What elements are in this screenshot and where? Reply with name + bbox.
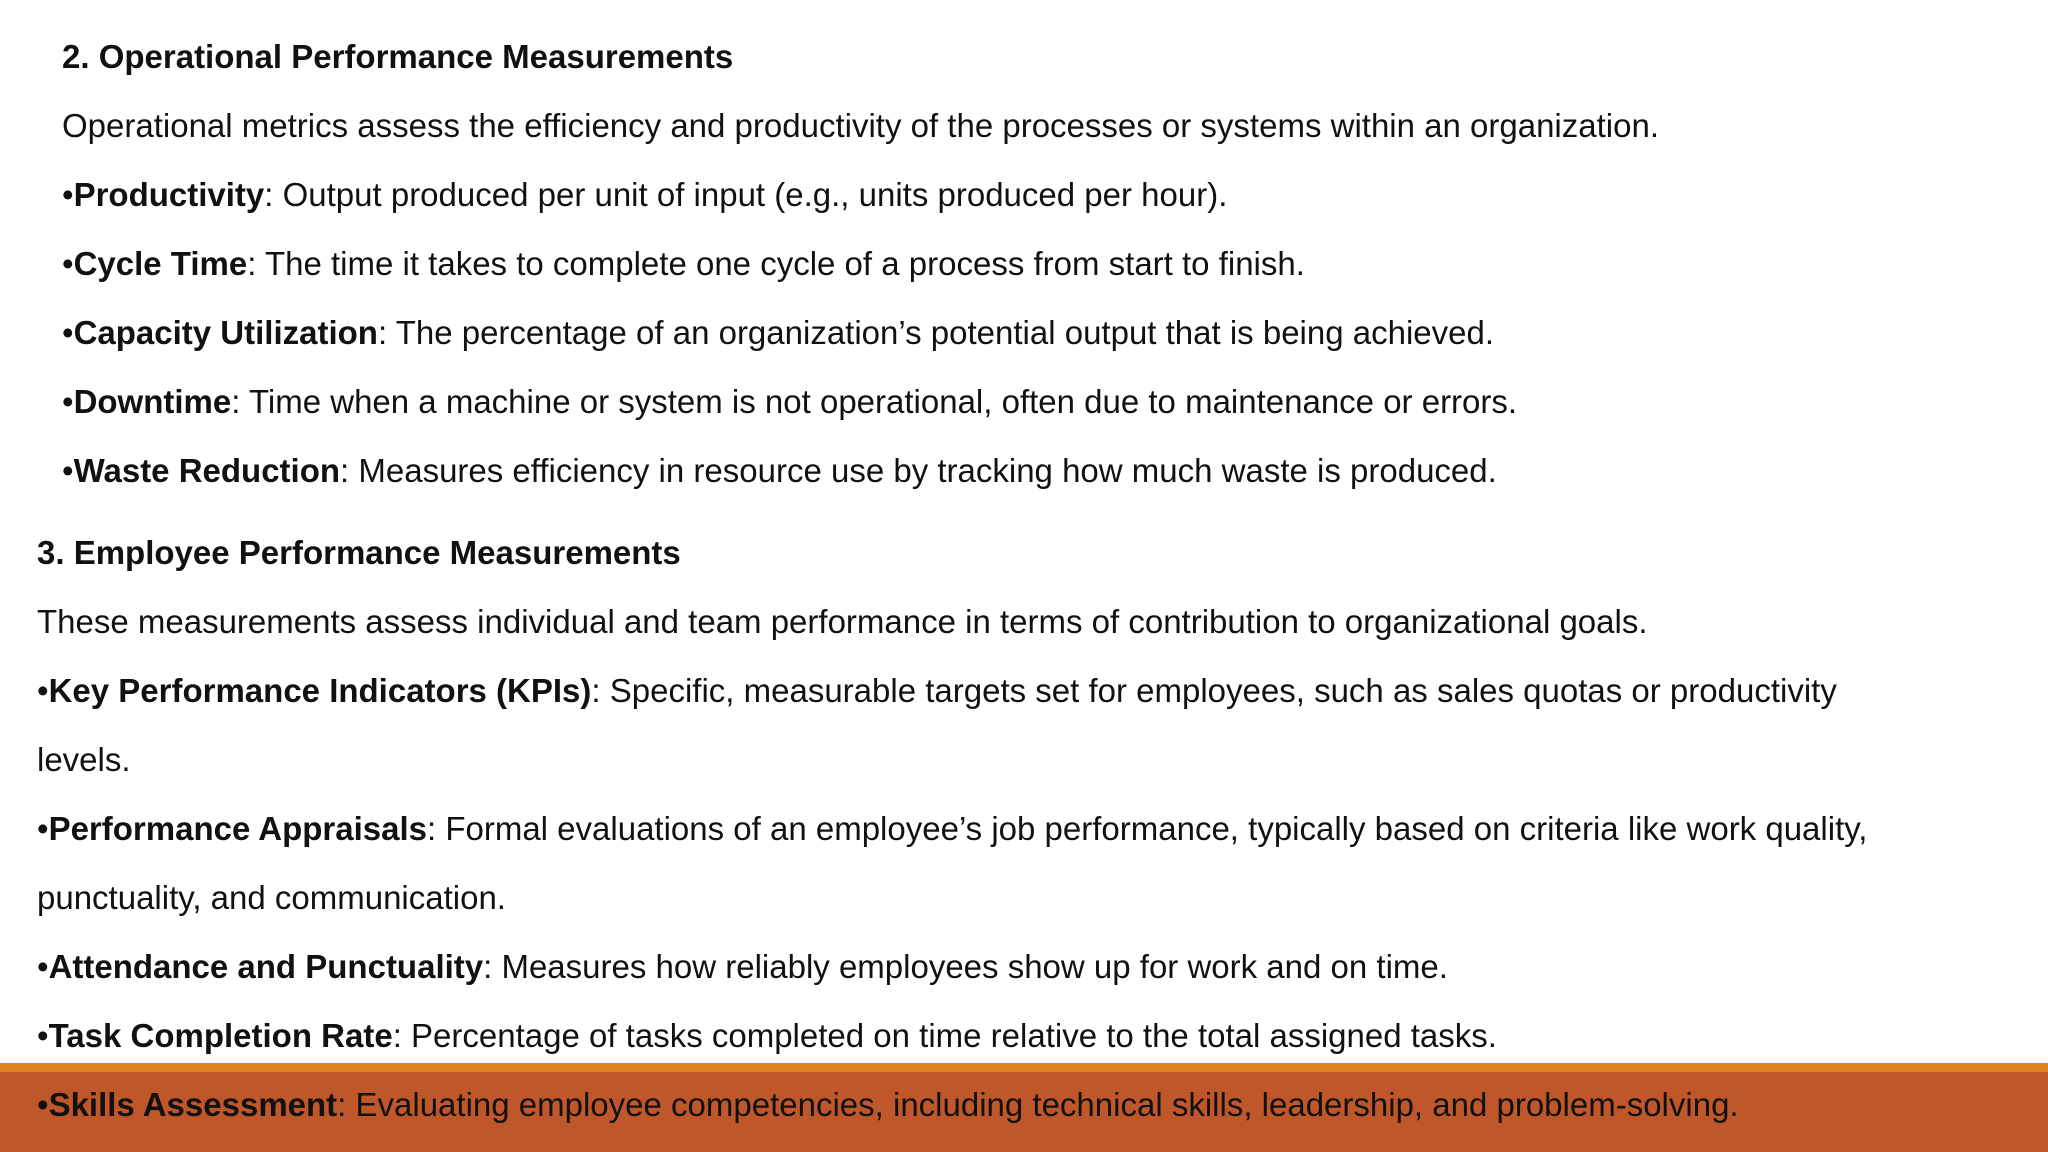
bullet-marker: • xyxy=(37,948,49,985)
bullet-marker: • xyxy=(62,176,74,213)
bullet-term: Downtime xyxy=(73,383,232,420)
section3-intro: These measurements assess individual and team performance in terms of contribution to organizational goals. xyxy=(37,603,1648,640)
section3-bullet-skills-assessment xyxy=(37,1085,1739,1125)
bullet-term: Performance Appraisals xyxy=(48,810,427,847)
bullet-desc: : Specific, measurable targets set for employees, such as sales quotas or productivity xyxy=(591,672,1837,709)
section2-intro: Operational metrics assess the efficiency and productivity of the processes or systems within an organization. xyxy=(62,107,1659,144)
bullet-marker: • xyxy=(62,383,74,420)
bullet-desc: : Evaluating employee competencies, including technical skills, leadership, and problem-solving. xyxy=(337,1086,1739,1123)
section3-heading: 3. Employee Performance Measurements xyxy=(37,534,681,571)
bullet-marker: • xyxy=(37,1017,49,1054)
section2-bullet-cycle-time xyxy=(62,244,1305,284)
bullet-marker: • xyxy=(62,314,74,351)
bullet-marker: • xyxy=(37,672,49,709)
section3-bullet-appraisals-continuation: punctuality, and communication. xyxy=(37,879,506,916)
section2-bullet-capacity-utilization xyxy=(62,313,1494,353)
section3-bullet-kpis-continuation: levels. xyxy=(37,741,131,778)
section2-bullet-downtime xyxy=(62,382,1517,422)
bullet-term: Task Completion Rate xyxy=(48,1017,393,1054)
bullet-desc: : Percentage of tasks completed on time relative to the total assigned tasks. xyxy=(392,1017,1497,1054)
bullet-term: Key Performance Indicators (KPIs) xyxy=(48,672,592,709)
bullet-desc: : Measures how reliably employees show up for work and on time. xyxy=(483,948,1448,985)
accent-bar xyxy=(0,1063,2048,1072)
bullet-marker: • xyxy=(37,810,49,847)
section2-bullet-productivity xyxy=(62,175,1227,215)
section3-bullet-task-completion xyxy=(37,1016,1497,1056)
bullet-desc: : Formal evaluations of an employee’s job performance, typically based on criteria like work quality, xyxy=(427,810,1868,847)
bullet-term: Waste Reduction xyxy=(73,452,341,489)
section2-heading: 2. Operational Performance Measurements xyxy=(62,38,734,75)
section3-bullet-performance-appraisals xyxy=(37,809,1867,849)
bullet-term: Skills Assessment xyxy=(48,1086,338,1123)
bullet-desc: : The time it takes to complete one cycle of a process from start to finish. xyxy=(247,245,1305,282)
bullet-desc: : Time when a machine or system is not operational, often due to maintenance or errors. xyxy=(231,383,1518,420)
bullet-desc: : Measures efficiency in resource use by tracking how much waste is produced. xyxy=(340,452,1497,489)
bullet-marker: • xyxy=(62,452,74,489)
bullet-marker: • xyxy=(37,1086,49,1123)
bullet-desc: : The percentage of an organization’s potential output that is being achieved. xyxy=(377,314,1495,351)
bullet-marker: • xyxy=(62,245,74,282)
bullet-term: Attendance and Punctuality xyxy=(48,948,484,985)
section3-bullet-kpis xyxy=(37,671,1837,711)
bullet-term: Cycle Time xyxy=(73,245,248,282)
section2-bullet-waste-reduction xyxy=(62,451,1497,491)
bullet-term: Capacity Utilization xyxy=(73,314,378,351)
bullet-desc: : Output produced per unit of input (e.g., units produced per hour). xyxy=(264,176,1228,213)
bullet-term: Productivity xyxy=(73,176,265,213)
section3-bullet-attendance xyxy=(37,947,1448,987)
